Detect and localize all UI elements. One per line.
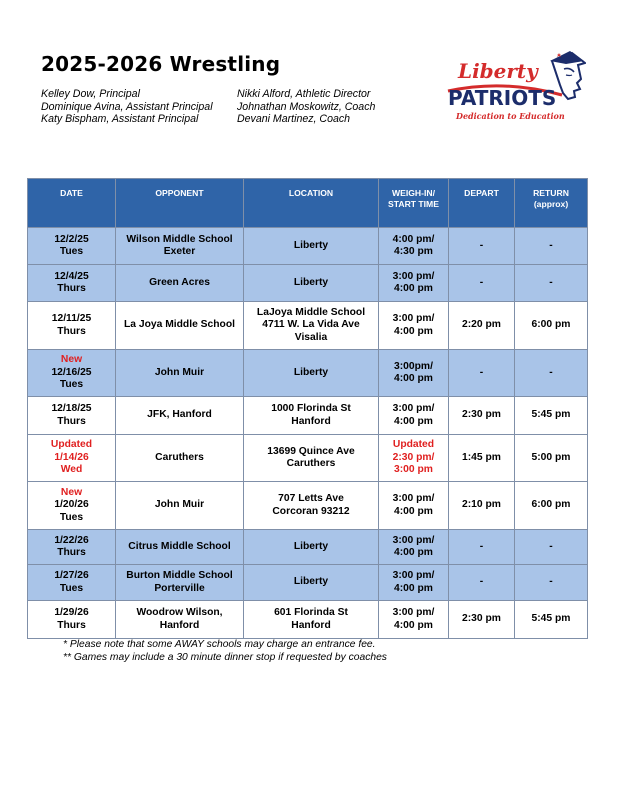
depart-cell: 2:10 pm [449,482,515,530]
date-cell: 1/27/26 Tues [28,565,116,601]
date-cell: 12/4/25 Thurs [28,265,116,302]
weigh-in-cell: 4:00 pm/ 4:30 pm [379,228,449,265]
location-cell: Liberty [244,565,379,601]
staff-athletic-director: Nikki Alford, Athletic Director [237,88,371,100]
date-cell: 12/18/25 Thurs [28,397,116,435]
table-row [28,530,588,565]
depart-cell: 1:45 pm [449,435,515,482]
logo-word-patriots: PATRIOTS [448,86,557,110]
return-cell: 5:00 pm [515,435,588,482]
opponent-cell: Burton Middle School Porterville [116,565,244,601]
entrance-fee-note: * Please note that some AWAY schools may charge an entrance fee. [63,639,376,650]
staff-list-left [41,88,213,126]
date-cell: New 1/20/26 Tues [28,482,116,530]
table-row [28,350,588,397]
depart-cell: 2:20 pm [449,302,515,350]
table-row [28,228,588,265]
depart-cell: - [449,228,515,265]
logo-tagline: Dedication to Education [456,111,565,121]
dinner-stop-note: ** Games may include a 30 minute dinner stop if requested by coaches [63,652,387,663]
opponent-cell: Wilson Middle School Exeter [116,228,244,265]
staff-assistant-principal: Katy Bispham, Assistant Principal [41,113,199,125]
staff-list-right [237,88,375,126]
depart-cell: - [449,530,515,565]
opponent-cell: Caruthers [116,435,244,482]
updated-tag: Updated [392,439,435,451]
date-cell: New 12/16/25 Tues [28,350,116,397]
date-cell: 12/11/25 Thurs [28,302,116,350]
return-cell: 6:00 pm [515,482,588,530]
depart-cell: 2:30 pm [449,397,515,435]
weigh-in-cell: 3:00 pm/ 4:00 pm [379,565,449,601]
location-cell: Liberty [244,265,379,302]
return-cell: - [515,228,588,265]
column-header-return: RETURN (approx) [515,179,588,228]
return-cell: - [515,350,588,397]
column-header-weigh-in: WEIGH-IN/ START TIME [379,179,449,228]
location-cell: 707 Letts Ave Corcoran 93212 [244,482,379,530]
location-cell: 1000 Florinda St Hanford [244,397,379,435]
table-row [28,302,588,350]
weigh-in-cell: 3:00pm/ 4:00 pm [379,350,449,397]
staff-coach: Devani Martinez, Coach [237,113,351,125]
opponent-cell: Woodrow Wilson, Hanford [116,601,244,639]
table-row [28,397,588,435]
opponent-cell: John Muir [116,350,244,397]
table-header-row [28,179,588,228]
date-cell: 1/22/26 Thurs [28,530,116,565]
return-cell: - [515,530,588,565]
date-cell: Updated 1/14/26 Wed [28,435,116,482]
new-tag: New [60,354,83,366]
updated-tag: Updated [50,439,93,451]
location-cell: LaJoya Middle School 4711 W. La Vida Ave Visalia [244,302,379,350]
column-header-opponent: OPPONENT [116,179,244,228]
opponent-cell: La Joya Middle School [116,302,244,350]
page-title: 2025-2026 Wrestling [41,52,281,76]
location-cell: Liberty [244,350,379,397]
opponent-cell: JFK, Hanford [116,397,244,435]
schedule-table [27,178,588,639]
staff-coach: Johnathan Moskowitz, Coach [237,100,376,113]
new-tag: New [60,486,83,498]
weigh-in-cell: 3:00 pm/ 4:00 pm [379,265,449,302]
depart-cell: 2:30 pm [449,601,515,639]
location-cell: Liberty [244,228,379,265]
table-row [28,601,588,639]
return-cell: - [515,565,588,601]
date-cell: 12/2/25 Tues [28,228,116,265]
weigh-in-cell: 3:00 pm/ 4:00 pm [379,302,449,350]
location-cell: 601 Florinda St Hanford [244,601,379,639]
staff-principal: Kelley Dow, Principal [41,88,140,100]
depart-cell: - [449,350,515,397]
weigh-in-cell: 3:00 pm/ 4:00 pm [379,397,449,435]
opponent-cell: Citrus Middle School [116,530,244,565]
logo-word-liberty: Liberty [458,59,538,83]
table-row [28,565,588,601]
depart-cell: - [449,265,515,302]
return-cell: 6:00 pm [515,302,588,350]
weigh-in-cell: 3:00 pm/ 4:00 pm [379,482,449,530]
weigh-in-cell: 3:00 pm/ 4:00 pm [379,530,449,565]
table-row [28,265,588,302]
weigh-in-cell: 3:00 pm/ 4:00 pm [379,601,449,639]
table-row [28,435,588,482]
location-cell: Liberty [244,530,379,565]
location-cell: 13699 Quince Ave Caruthers [244,435,379,482]
column-header-date: DATE [28,179,116,228]
column-header-location: LOCATION [244,179,379,228]
return-cell: 5:45 pm [515,397,588,435]
return-cell: 5:45 pm [515,601,588,639]
opponent-cell: John Muir [116,482,244,530]
depart-cell: - [449,565,515,601]
date-cell: 1/29/26 Thurs [28,601,116,639]
opponent-cell: Green Acres [116,265,244,302]
return-cell: - [515,265,588,302]
table-row [28,482,588,530]
liberty-patriots-logo [444,49,586,124]
weigh-in-cell: Updated 2:30 pm/ 3:00 pm [379,435,449,482]
staff-assistant-principal: Dominique Avina, Assistant Principal [41,100,213,113]
column-header-depart: DEPART [449,179,515,228]
